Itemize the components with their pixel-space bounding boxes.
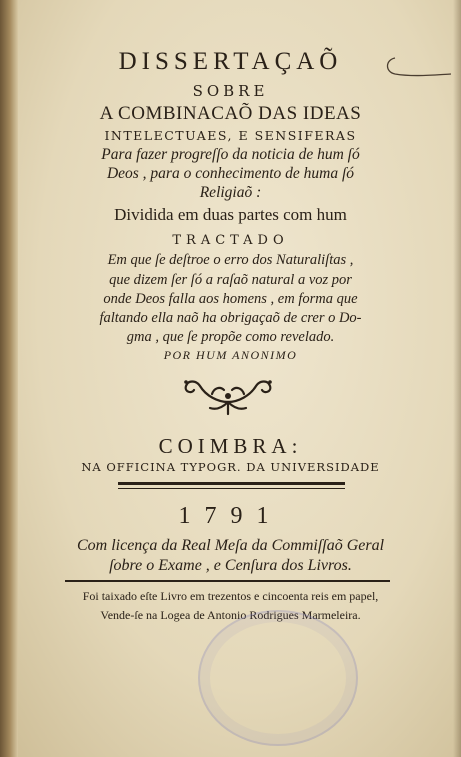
subtitle-sobre: SOBRE <box>192 82 269 100</box>
city-imprint: COIMBRA: <box>158 434 303 458</box>
subtitle-intelectuaes: INTELECTUAES, E SENSIFERAS <box>104 128 357 143</box>
tractado-heading: TRACTADO <box>172 233 289 248</box>
tax-line-1: Foi taixado eſte Livro em trezentos e cincoenta reis em papel, <box>82 589 379 603</box>
purpose-line-3: Religiaõ : <box>199 184 262 201</box>
author-line: POR HUM ANONIMO <box>163 348 298 362</box>
printer-imprint: NA OFFICINA TYPOGR. DA UNIVERSIDADE <box>81 460 380 474</box>
license-rule <box>65 580 390 582</box>
paragraph-line-4: faltando ella naõ ha obrigaçaõ de crer o Do- <box>99 310 362 326</box>
tax-line-2: Vende-ſe na Logea de Antonio Rodrigues Marmeleira. <box>100 608 361 622</box>
fleuron-ornament-icon <box>178 372 278 418</box>
publication-year: 1791 <box>178 503 283 529</box>
imprint-rule-thick <box>118 482 345 485</box>
paragraph-line-5: gma , que ſe propõe como revelado. <box>126 329 335 345</box>
handwritten-mark-icon <box>383 54 453 78</box>
imprint-rule-thin <box>118 488 345 489</box>
book-title: DISSERTAÇAÕ <box>118 48 343 75</box>
license-line-1: Com licença da Real Meſa da Commiſſaõ Geral <box>76 537 385 554</box>
paragraph-line-1: Em que ſe deſtroe o erro dos Naturaliſtas , <box>107 252 354 268</box>
paragraph-line-3: onde Deos falla aos homens , em forma que <box>103 291 358 307</box>
purpose-line-2: Deos , para o conhecimento de huma ſó <box>106 165 355 182</box>
subtitle-combinacao: A COMBINACAÕ DAS IDEAS <box>99 103 362 124</box>
dividida-line: Dividida em duas partes com hum <box>114 205 347 224</box>
license-line-2: ſobre o Exame , e Cenſura dos Livros. <box>109 557 352 574</box>
purpose-line-1: Para fazer progreſſo da noticia de hum ſó <box>101 146 360 163</box>
paragraph-line-2: que dizem ſer ſó a raſaõ natural a voz por <box>109 272 352 288</box>
library-stamp-icon <box>198 610 358 746</box>
